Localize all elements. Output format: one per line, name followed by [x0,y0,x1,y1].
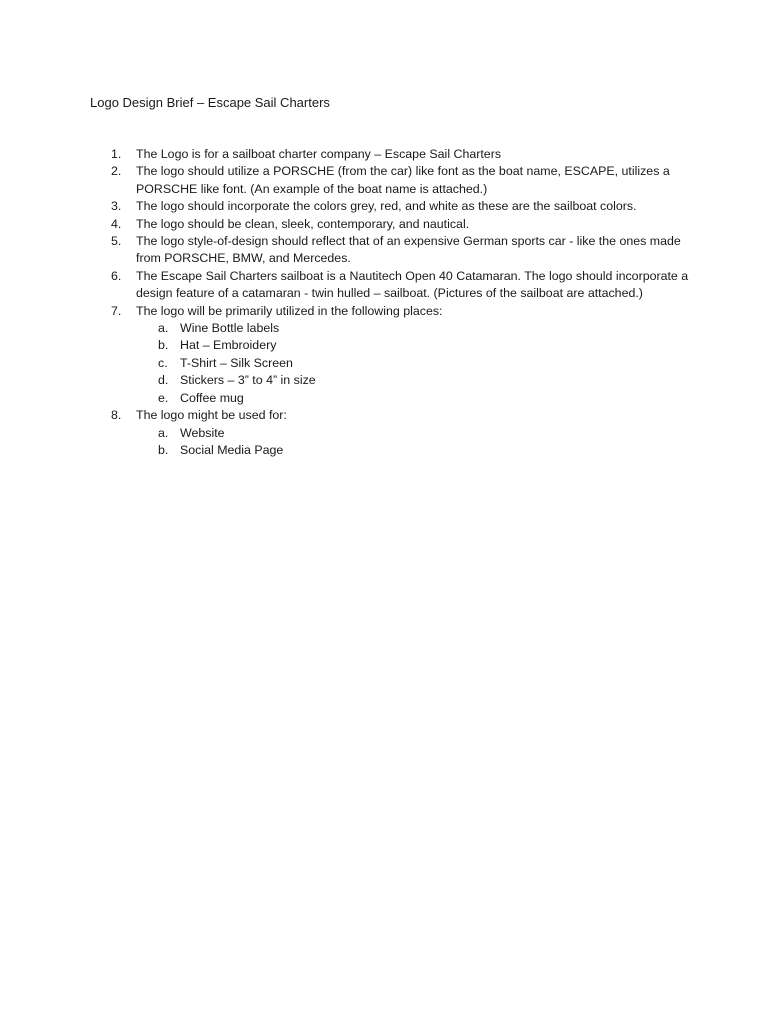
subitem-letter: a. [158,425,169,440]
item-text: The logo should be clean, sleek, contemporary, and nautical. [136,216,470,231]
list-item [90,303,690,407]
subitem-text: T-Shirt – Silk Screen [180,355,293,370]
sublist-item [136,390,690,407]
sublist-item [136,372,690,389]
subitem-letter: b. [158,338,169,353]
item-number: 4. [111,216,122,231]
subitem-text: Social Media Page [180,442,284,457]
subitem-text: Hat – Embroidery [180,338,277,353]
item-text: The Logo is for a sailboat charter company – Escape Sail Charters [136,147,502,161]
item-text: The logo will be primarily utilized in the following places: [136,303,443,318]
subitem-letter: a. [158,321,169,336]
subitem-text: Stickers – 3” to 4” in size [180,373,316,388]
possible-uses-sublist [136,425,690,460]
subitem-letter: c. [158,355,168,370]
item-text: The logo should utilize a PORSCHE (from the car) like font as the boat name, ESCAPE, utilizes a PORSCHE like font. (An example of the boat name is attached.) [136,164,670,196]
list-item [90,216,690,233]
sublist-item [136,320,690,337]
item-number: 3. [111,199,122,214]
list-item [90,198,690,215]
subitem-letter: b. [158,442,169,457]
item-text: The logo style-of-design should reflect that of an expensive German sports car - like the ones made from PORSCHE, BMW, and Mercedes. [136,234,681,266]
subitem-text: Wine Bottle labels [180,321,280,336]
item-number: 7. [111,303,122,318]
subitem-text: Coffee mug [180,390,244,405]
item-text: The Escape Sail Charters sailboat is a Nautitech Open 40 Catamaran. The logo should incorporate a design feature of a catamaran - twin hulled – sailboat. (Pictures of the sailboat are attached.) [136,268,689,301]
list-item [90,268,690,303]
usage-places-sublist [136,320,690,407]
list-item [90,146,690,163]
list-item [90,163,690,198]
list-item [90,407,690,459]
sublist-item [136,355,690,372]
document-title: Logo Design Brief – Escape Sail Charters [90,95,330,110]
sublist-item [136,337,690,354]
subitem-letter: e. [158,390,169,405]
item-number: 6. [111,268,122,283]
subitem-text: Website [180,425,225,440]
item-text: The logo might be used for: [136,408,287,423]
subitem-letter: d. [158,373,169,388]
sublist-item [136,425,690,442]
item-number: 1. [111,147,122,161]
requirements-list [90,146,690,459]
sublist-item [136,442,690,459]
list-item [90,233,690,268]
item-number: 8. [111,408,122,423]
item-text: The logo should incorporate the colors grey, red, and white as these are the sailboat colors. [136,199,637,214]
item-number: 2. [111,164,122,179]
item-number: 5. [111,234,122,249]
